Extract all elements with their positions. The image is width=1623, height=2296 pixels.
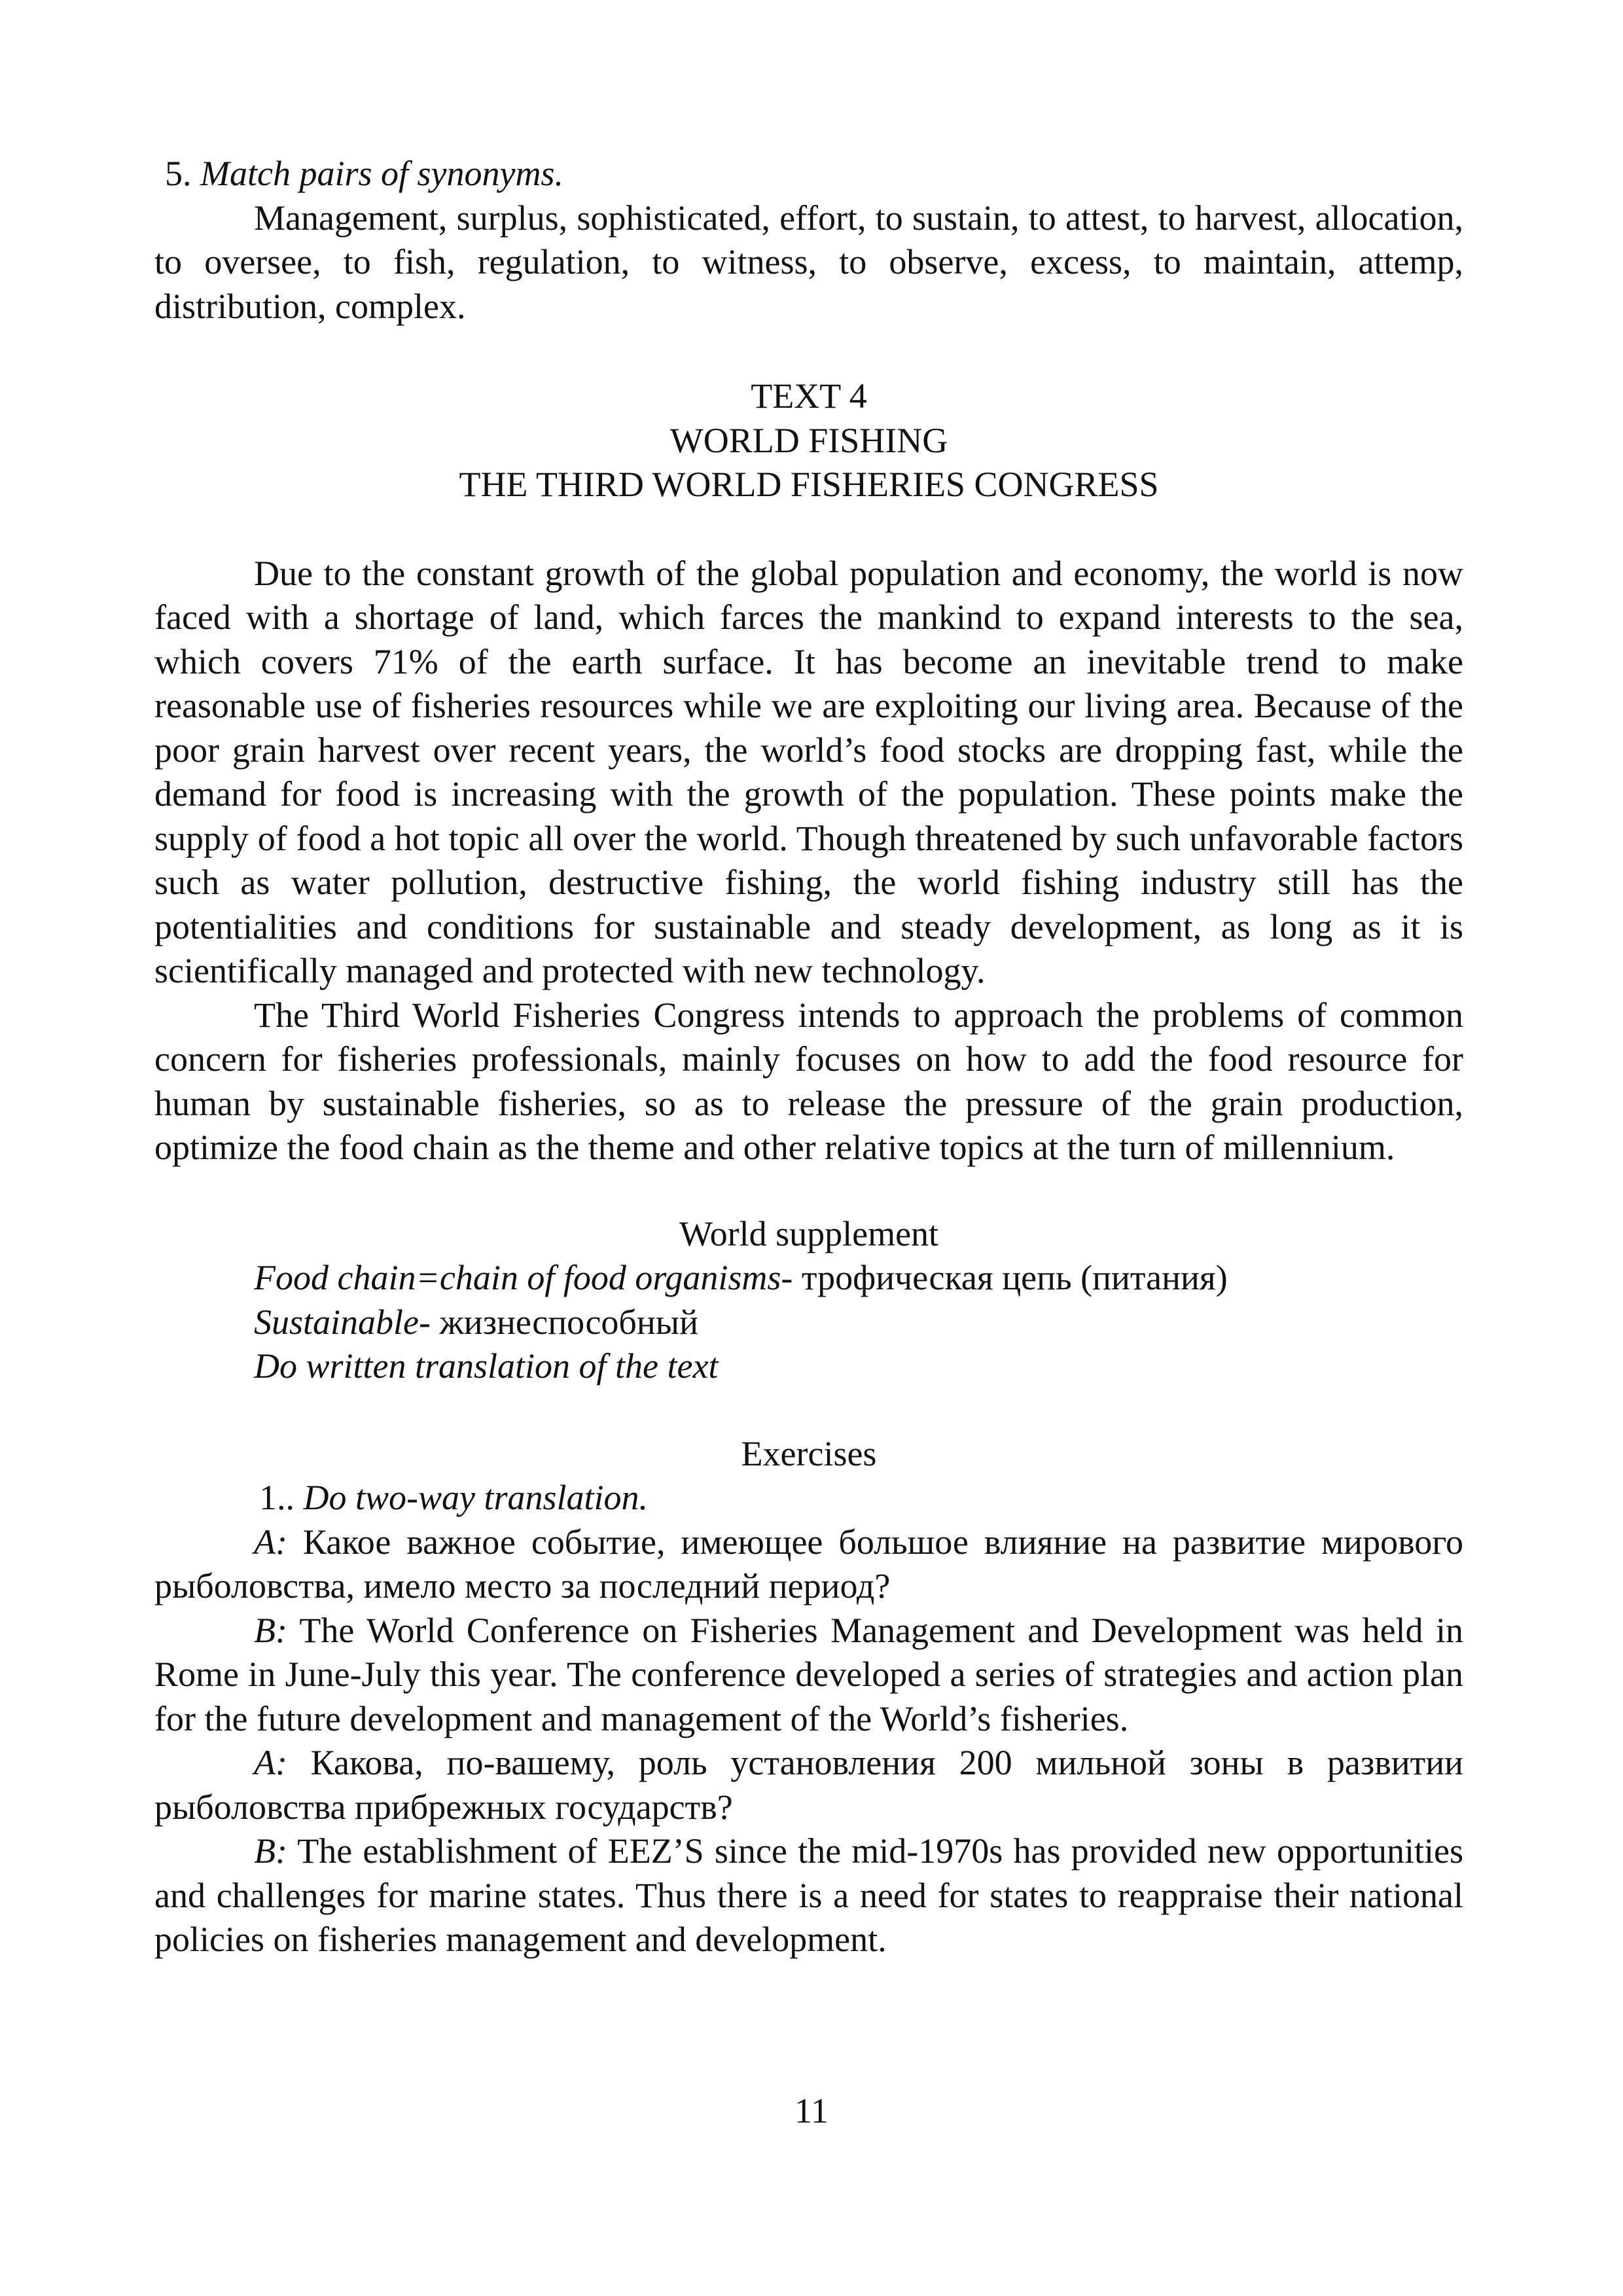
text-paragraph-2: The Third World Fisheries Congress intends to approach the problems of common concern for fisheries professionals, mainly focuses on how to add the food resource for human by sustainable fisheries, so as to release the pressure of the grain production, optimize the food chain as the theme and other relative topics at the turn of millennium.	[154, 995, 1463, 1167]
text-subtitle: THE THIRD WORLD FISHERIES CONGRESS	[459, 465, 1159, 504]
dialogue-text: Какова, по-вашему, роль установления 200 мильной зоны в развитии рыболовства прибрежных государств?	[154, 1743, 1463, 1827]
synonym-word-list: Management, surplus, sophisticated, effort, to sustain, to attest, to harvest, allocation, to oversee, to fish, regulation, to witness, to observe, excess, to maintain, attemp, distribution, complex.	[154, 198, 1463, 326]
exercise1-heading	[154, 1476, 1463, 1520]
speaker-label: A:	[254, 1743, 287, 1782]
dialogue-line-1	[154, 1520, 1463, 1609]
supplement-heading: World supplement	[679, 1213, 939, 1253]
exercise1-number: 1..	[259, 1478, 294, 1517]
text-title: WORLD FISHING	[669, 420, 948, 460]
supplement-entry-food-chain	[154, 1256, 1463, 1300]
text-paragraph-1: Due to the constant growth of the global population and economy, the world is now faced with a shortage of land, which farces the mankind to expand interests to the sea, which covers 71% of the earth surface. It has become an inevitable trend to make reasonable use of fisheries resources while we are exploiting our living area. Because of the poor grain harvest over recent years, the world’s food stocks are dropping fast, while the demand for food is increasing with the growth of the population. These points make the supply of food a hot topic all over the world. Though threatened by such unfavorable factors such as water pollution, destructive fishing, the world fishing industry still has the potentialities and conditions for sustainable and steady development, as long as it is scientifically managed and protected with new technology.	[154, 553, 1463, 990]
exercises-heading: Exercises	[741, 1433, 877, 1473]
dialogue-line-2	[154, 1609, 1463, 1742]
dialogue-text: The World Conference on Fisheries Management and Development was held in Rome in June-July this year. The conference developed a series of strategies and action plan for the future development and management of the World’s fisheries.	[154, 1610, 1463, 1738]
supplement-term: Food chain=chain of food organisms-	[254, 1258, 793, 1297]
dialogue-text: The establishment of EEZ’S since the mid-1970s has provided new opportunities and challenges for marine states. Thus there is a need for states to reappraise their national policies on fisheries management and development.	[154, 1831, 1463, 1959]
speaker-label: B:	[254, 1610, 287, 1650]
exercise1-instruction: Do two-way translation.	[303, 1478, 649, 1517]
dialogue-line-4	[154, 1829, 1463, 1962]
exercise5-heading	[154, 152, 1463, 196]
exercise5-instruction: Match pairs of synonyms.	[200, 154, 563, 193]
text-label: TEXT 4	[751, 376, 867, 416]
dialogue-text: Какое важное событие, имеющее большое влияние на развитие мирового рыболовства, имело место за последний период?	[154, 1522, 1463, 1605]
dialogue-line-3	[154, 1741, 1463, 1829]
supplement-term: Sustainable-	[254, 1302, 431, 1342]
page-number: 11	[794, 2091, 829, 2130]
supplement-translation: жизнеспособный	[430, 1302, 698, 1342]
exercise5-number: 5.	[165, 154, 192, 193]
supplement-entry-sustainable	[154, 1300, 1463, 1345]
speaker-label: B:	[254, 1831, 287, 1871]
supplement-translation: трофическая цепь (питания)	[793, 1258, 1228, 1297]
speaker-label: A:	[254, 1522, 287, 1562]
supplement-task: Do written translation of the text	[254, 1346, 719, 1386]
page-content	[154, 152, 1463, 1962]
